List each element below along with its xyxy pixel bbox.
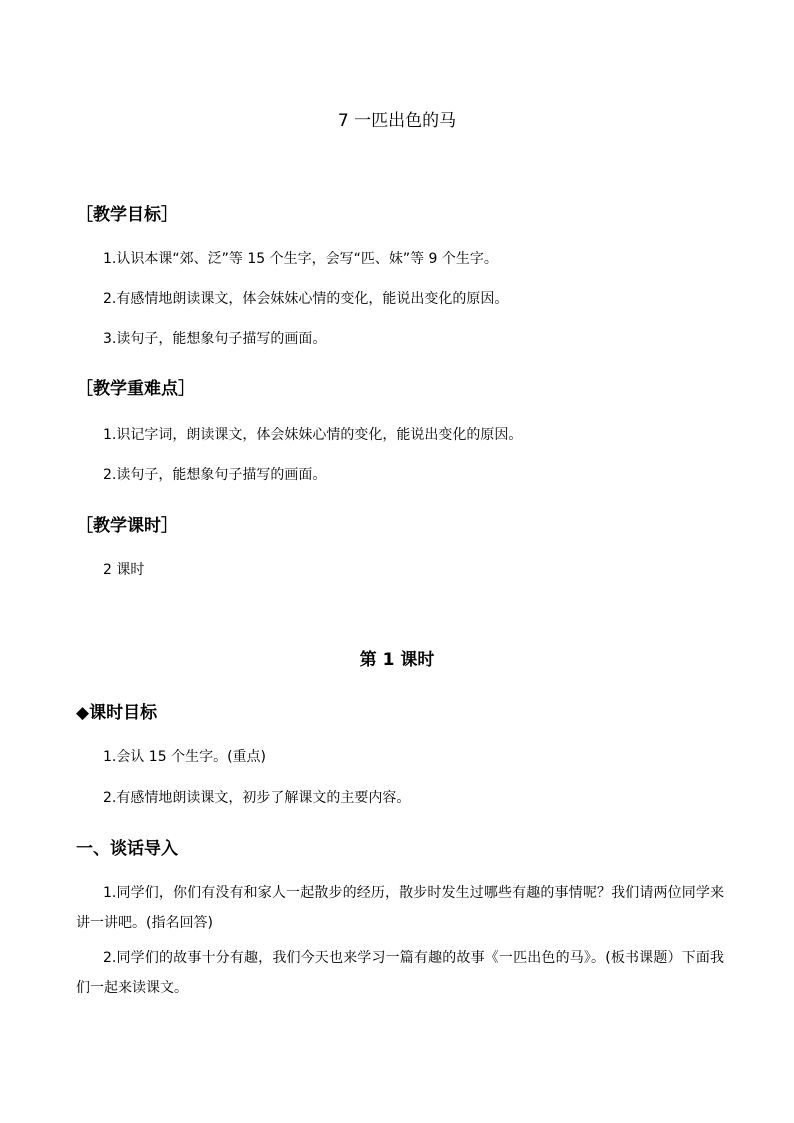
teaching-goals-heading: ［教学目标］: [76, 205, 178, 225]
key-point-item: 2.读句子，能想象句子描写的画面。: [103, 467, 327, 483]
lesson-goal-item: 2.有感情地朗读课文，初步了解课文的主要内容。: [103, 790, 411, 806]
section-heading-intro: 一、谈话导入: [76, 839, 178, 859]
lesson-1-title: 第 1 课时: [359, 650, 435, 670]
lesson-goals-heading: ◆课时目标: [76, 703, 158, 723]
lesson-title: 7 一匹出色的马: [337, 111, 457, 131]
teaching-goal-item: 1.认识本课“郊、泛”等 15 个生字，会写“匹、妹”等 9 个生字。: [103, 251, 498, 267]
class-hours-heading: ［教学课时］: [76, 516, 178, 536]
key-points-heading: ［教学重难点］: [76, 379, 195, 399]
intro-paragraph: 2.同学们的故事十分有趣，我们今天也来学习一篇有趣的故事《一匹出色的马》。(板书课题）下面我们一起来读课文。: [76, 950, 724, 996]
lesson-goal-item: 1.会认 15 个生字。(重点): [103, 749, 266, 765]
teaching-goal-item: 3.读句子，能想象句子描写的画面。: [103, 331, 327, 347]
class-hours-value: 2 课时: [103, 562, 145, 578]
intro-paragraph: 1.同学们，你们有没有和家人一起散步的经历，散步时发生过哪些有趣的事情呢？我们请两位同学来讲一讲吧。(指名回答): [76, 885, 724, 931]
key-point-item: 1.识记字词，朗读课文，体会妹妹心情的变化，能说出变化的原因。: [103, 427, 523, 443]
teaching-goal-item: 2.有感情地朗读课文，体会妹妹心情的变化，能说出变化的原因。: [103, 291, 509, 307]
